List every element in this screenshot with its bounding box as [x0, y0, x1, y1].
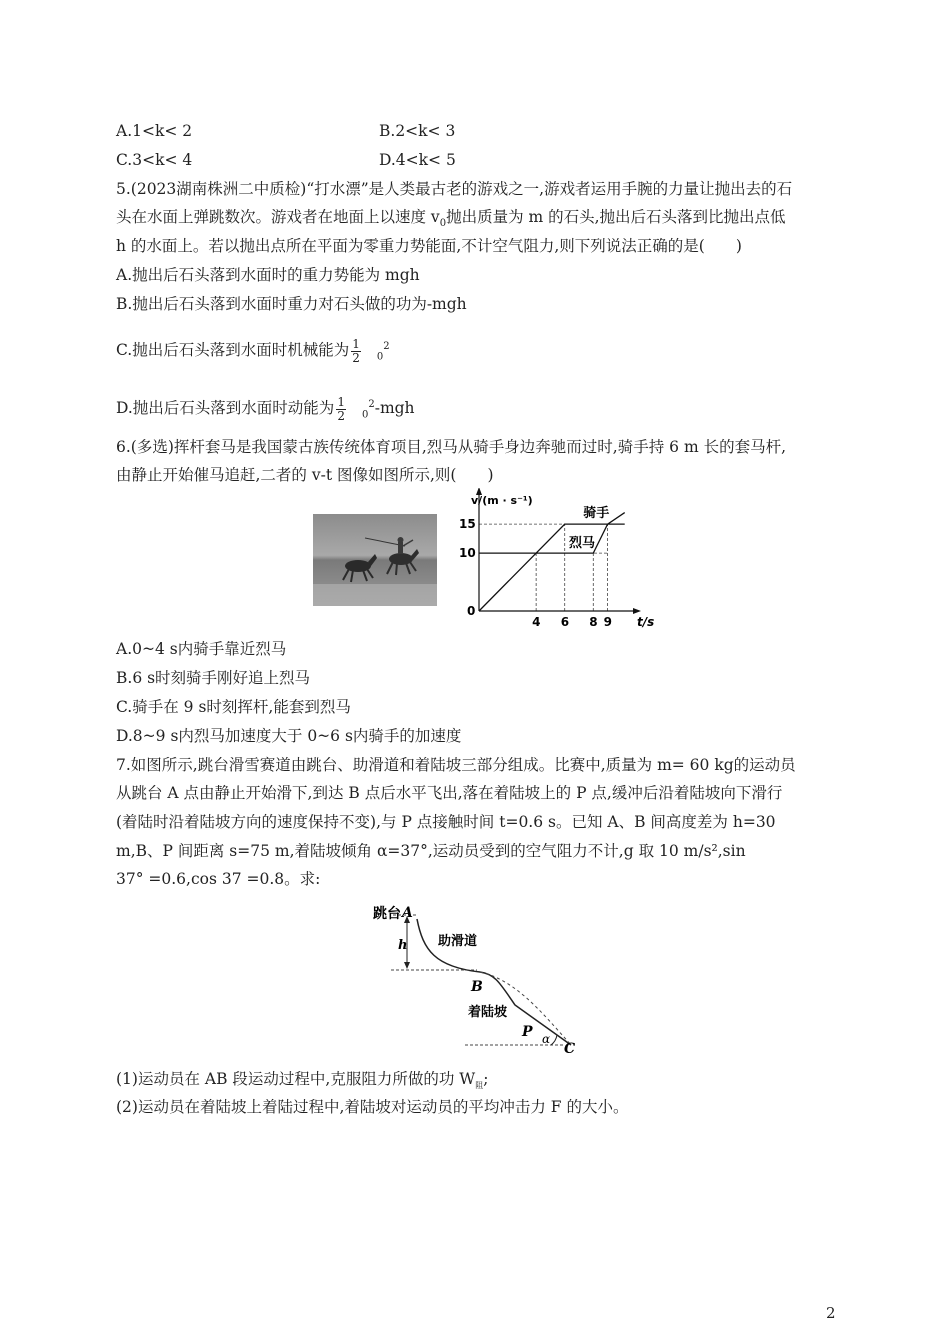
- x-tick-label-6: 6: [560, 615, 570, 629]
- q7-stem-line5: 37° =0.6,cos 37 =0.8。求:: [116, 870, 321, 888]
- ski-jump-diagram: [365, 895, 590, 1058]
- label-alpha: α: [542, 1032, 551, 1046]
- q4-option-b: B.2<k< 3: [379, 122, 456, 140]
- q5-stem-line3: h 的水面上。若以抛出点所在平面为零重力势能面,不计空气阻力,则下列说法正确的是( ): [116, 237, 742, 255]
- q7-stem-line4: m,B、P 间距离 s=75 m,着陆坡倾角 α=37°,运动员受到的空气阻力不计,g 取 10 m/s²,sin: [116, 842, 746, 860]
- label-c: C: [564, 1041, 576, 1057]
- label-platform: 跳台: [373, 906, 401, 922]
- fraction-half: $\frac{1}{2}$: [352, 336, 360, 365]
- q4-option-row: [116, 121, 456, 141]
- q5-option-a: A.抛出后石头落到水面时的重力势能为 mgh: [116, 266, 420, 284]
- q4-option-row: [116, 150, 456, 170]
- chart-series: [479, 513, 625, 611]
- q6-option-d: D.8~9 s内烈马加速度大于 0~6 s内骑手的加速度: [116, 727, 462, 745]
- q5-stem-line1: 5.(2023湖南株洲二中质检)“打水漂”是人类最古老的游戏之一,游戏者运用手腕的力量让抛出去的石: [116, 180, 793, 198]
- q6-stem-line2: 由静止开始催马追赶,二者的 v-t 图像如图所示,则( ): [116, 466, 494, 484]
- horse-riding-photo: [313, 514, 437, 606]
- q7-stem-line2: 从跳台 A 点由静止开始滑下,到达 B 点后水平飞出,落在着陆坡上的 P 点,缓冲后沿着陆坡向下滑行: [116, 784, 783, 802]
- x-tick-label-9: 9: [603, 615, 612, 629]
- q6-option-b: B.6 s时刻骑手刚好追上烈马: [116, 669, 311, 687]
- q4-option-d: D.4<k< 5: [379, 151, 456, 169]
- label-b: B: [471, 979, 483, 995]
- q4-option-a: A.1<k< 2: [116, 122, 193, 140]
- q6-stem-line1: 6.(多选)挥杆套马是我国蒙古族传统体育项目,烈马从骑手身边奔驰而过时,骑手持 6 m 长的套马杆,: [116, 438, 787, 456]
- label-runway: 助滑道: [438, 934, 478, 949]
- label-a: A: [402, 905, 413, 921]
- x-axis-arrow: [633, 608, 641, 614]
- q7-stem-line3: (着陆时沿着陆坡方向的速度保持不变),与 P 点接触时间 t=0.6 s。已知 A、B 间高度差为 h=30: [116, 813, 776, 831]
- legend-label-horse: 烈马: [569, 536, 596, 552]
- q6-option-c: C.骑手在 9 s时刻挥杆,能套到烈马: [116, 698, 351, 716]
- q7-stem-line1: 7.如图所示,跳台滑雪赛道由跳台、助滑道和着陆坡三部分组成。比赛中,质量为 m= 60 kg的运动员: [116, 756, 796, 774]
- v-t-chart: [455, 488, 655, 630]
- q7-sub2: (2)运动员在着陆坡上着陆过程中,着陆坡对运动员的平均冲击力 F 的大小。: [116, 1098, 629, 1116]
- y-tick-label-15: 15: [459, 517, 476, 532]
- q5-option-d: D.抛出后石头落到水面时动能为 $\frac{1}{2}$ $_0^2$-mgh: [116, 394, 415, 423]
- y-axis-label: v/(m · s⁻¹): [471, 494, 533, 507]
- origin-label: 0: [467, 604, 476, 618]
- q7-sub1: (1)运动员在 AB 段运动过程中,克服阻力所做的功 $W_阻$;: [116, 1070, 489, 1091]
- q4-option-c: C.3<k< 4: [116, 151, 193, 169]
- q5-stem-line2: 头在水面上弹跳数次。游戏者在地面上以速度 $v_0$抛出质量为 m 的石头,抛出后石头落到比抛出点低: [116, 208, 786, 230]
- x-tick-label-8: 8: [589, 615, 598, 629]
- label-h: h: [398, 938, 408, 953]
- label-slope: 着陆坡: [468, 1005, 508, 1020]
- label-p: P: [522, 1024, 533, 1040]
- y-tick-label-10: 10: [459, 546, 476, 561]
- page-number: 2: [826, 1304, 836, 1322]
- chart-labels: [459, 494, 654, 629]
- series-line-rider: [479, 524, 625, 611]
- x-axis-label: t/s: [637, 615, 655, 629]
- q5-option-c: C.抛出后石头落到水面时机械能为 $\frac{1}{2}$ $_0^2$: [116, 336, 390, 365]
- fraction-half: $\frac{1}{2}$: [337, 394, 345, 423]
- x-tick-label-4: 4: [532, 615, 541, 629]
- q5-option-b: B.抛出后石头落到水面时重力对石头做的功为-mgh: [116, 295, 467, 313]
- q6-option-a: A.0~4 s内骑手靠近烈马: [116, 640, 287, 658]
- legend-label-rider: 骑手: [583, 506, 610, 522]
